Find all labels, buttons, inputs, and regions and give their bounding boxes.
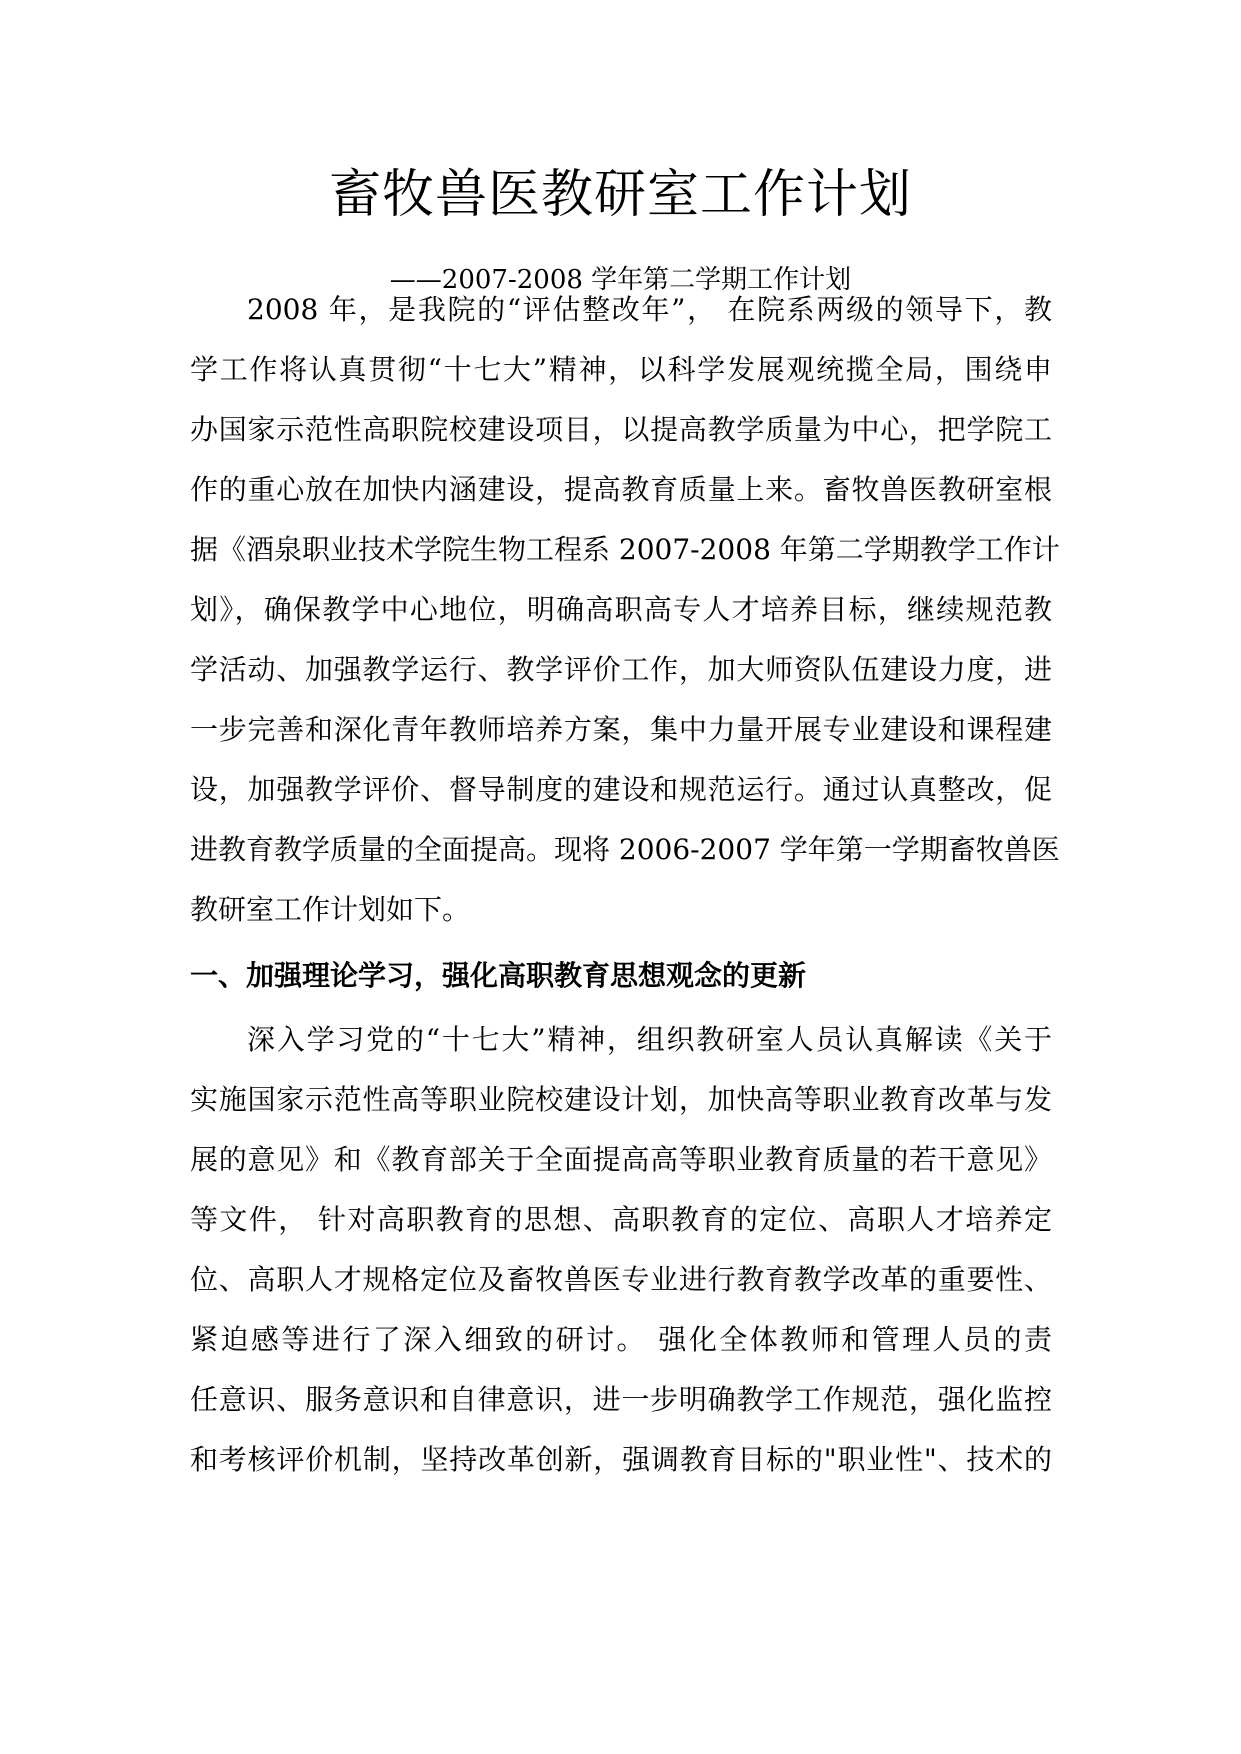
- paragraph-line: 学工作将认真贯彻“十七大”精神，以科学发展观统揽全局，围绕申: [190, 353, 1052, 386]
- paragraph-line: 展的意见》和《教育部关于全面提高高等职业教育质量的若干意见》: [190, 1143, 1052, 1176]
- paragraph-line: 2008 年，是我院的“评估整改年”， 在院系两级的领导下，教: [247, 293, 1052, 326]
- paragraph-line: 作的重心放在加快内涵建设，提高教育质量上来。畜牧兽医教研室根: [190, 473, 1052, 506]
- paragraph-line: 深入学习党的“十七大”精神，组织教研室人员认真解读《关于: [247, 1023, 1052, 1056]
- paragraph-line: 位、高职人才规格定位及畜牧兽医专业进行教育教学改革的重要性、: [190, 1263, 1052, 1296]
- paragraph-line: 实施国家示范性高等职业院校建设计划，加快高等职业教育改革与发: [190, 1083, 1052, 1116]
- paragraph-line: 和考核评价机制，坚持改革创新，强调教育目标的"职业性"、技术的: [190, 1443, 1052, 1476]
- paragraph-line: 一步完善和深化青年教师培养方案，集中力量开展专业建设和课程建: [190, 713, 1052, 746]
- document-subtitle: ——2007-2008 学年第二学期工作计划: [389, 265, 852, 295]
- paragraph-line: 据《酒泉职业技术学院生物工程系 2007-2008 年第二学期教学工作计: [190, 533, 1060, 566]
- paragraph-line: 紧迫感等进行了深入细致的研讨。 强化全体教师和管理人员的责: [190, 1323, 1052, 1356]
- paragraph-line: 等文件， 针对高职教育的思想、高职教育的定位、高职人才培养定: [190, 1203, 1052, 1236]
- document-title: 畜牧兽医教研室工作计划: [328, 165, 912, 225]
- paragraph-line: 任意识、服务意识和自律意识，进一步明确教学工作规范，强化监控: [190, 1383, 1052, 1416]
- paragraph-line: 办国家示范性高职院校建设项目，以提高教学质量为中心，把学院工: [190, 413, 1052, 446]
- section-heading: 一、加强理论学习，强化高职教育思想观念的更新: [190, 959, 807, 992]
- paragraph-line: 学活动、加强教学运行、教学评价工作，加大师资队伍建设力度，进: [190, 653, 1052, 686]
- paragraph-line: 教研室工作计划如下。: [190, 893, 471, 926]
- paragraph-line: 设，加强教学评价、督导制度的建设和规范运行。通过认真整改，促: [190, 773, 1052, 806]
- paragraph-line: 划》，确保教学中心地位，明确高职高专人才培养目标，继续规范教: [190, 593, 1052, 626]
- paragraph-line: 进教育教学质量的全面提高。现将 2006-2007 学年第一学期畜牧兽医: [190, 833, 1060, 866]
